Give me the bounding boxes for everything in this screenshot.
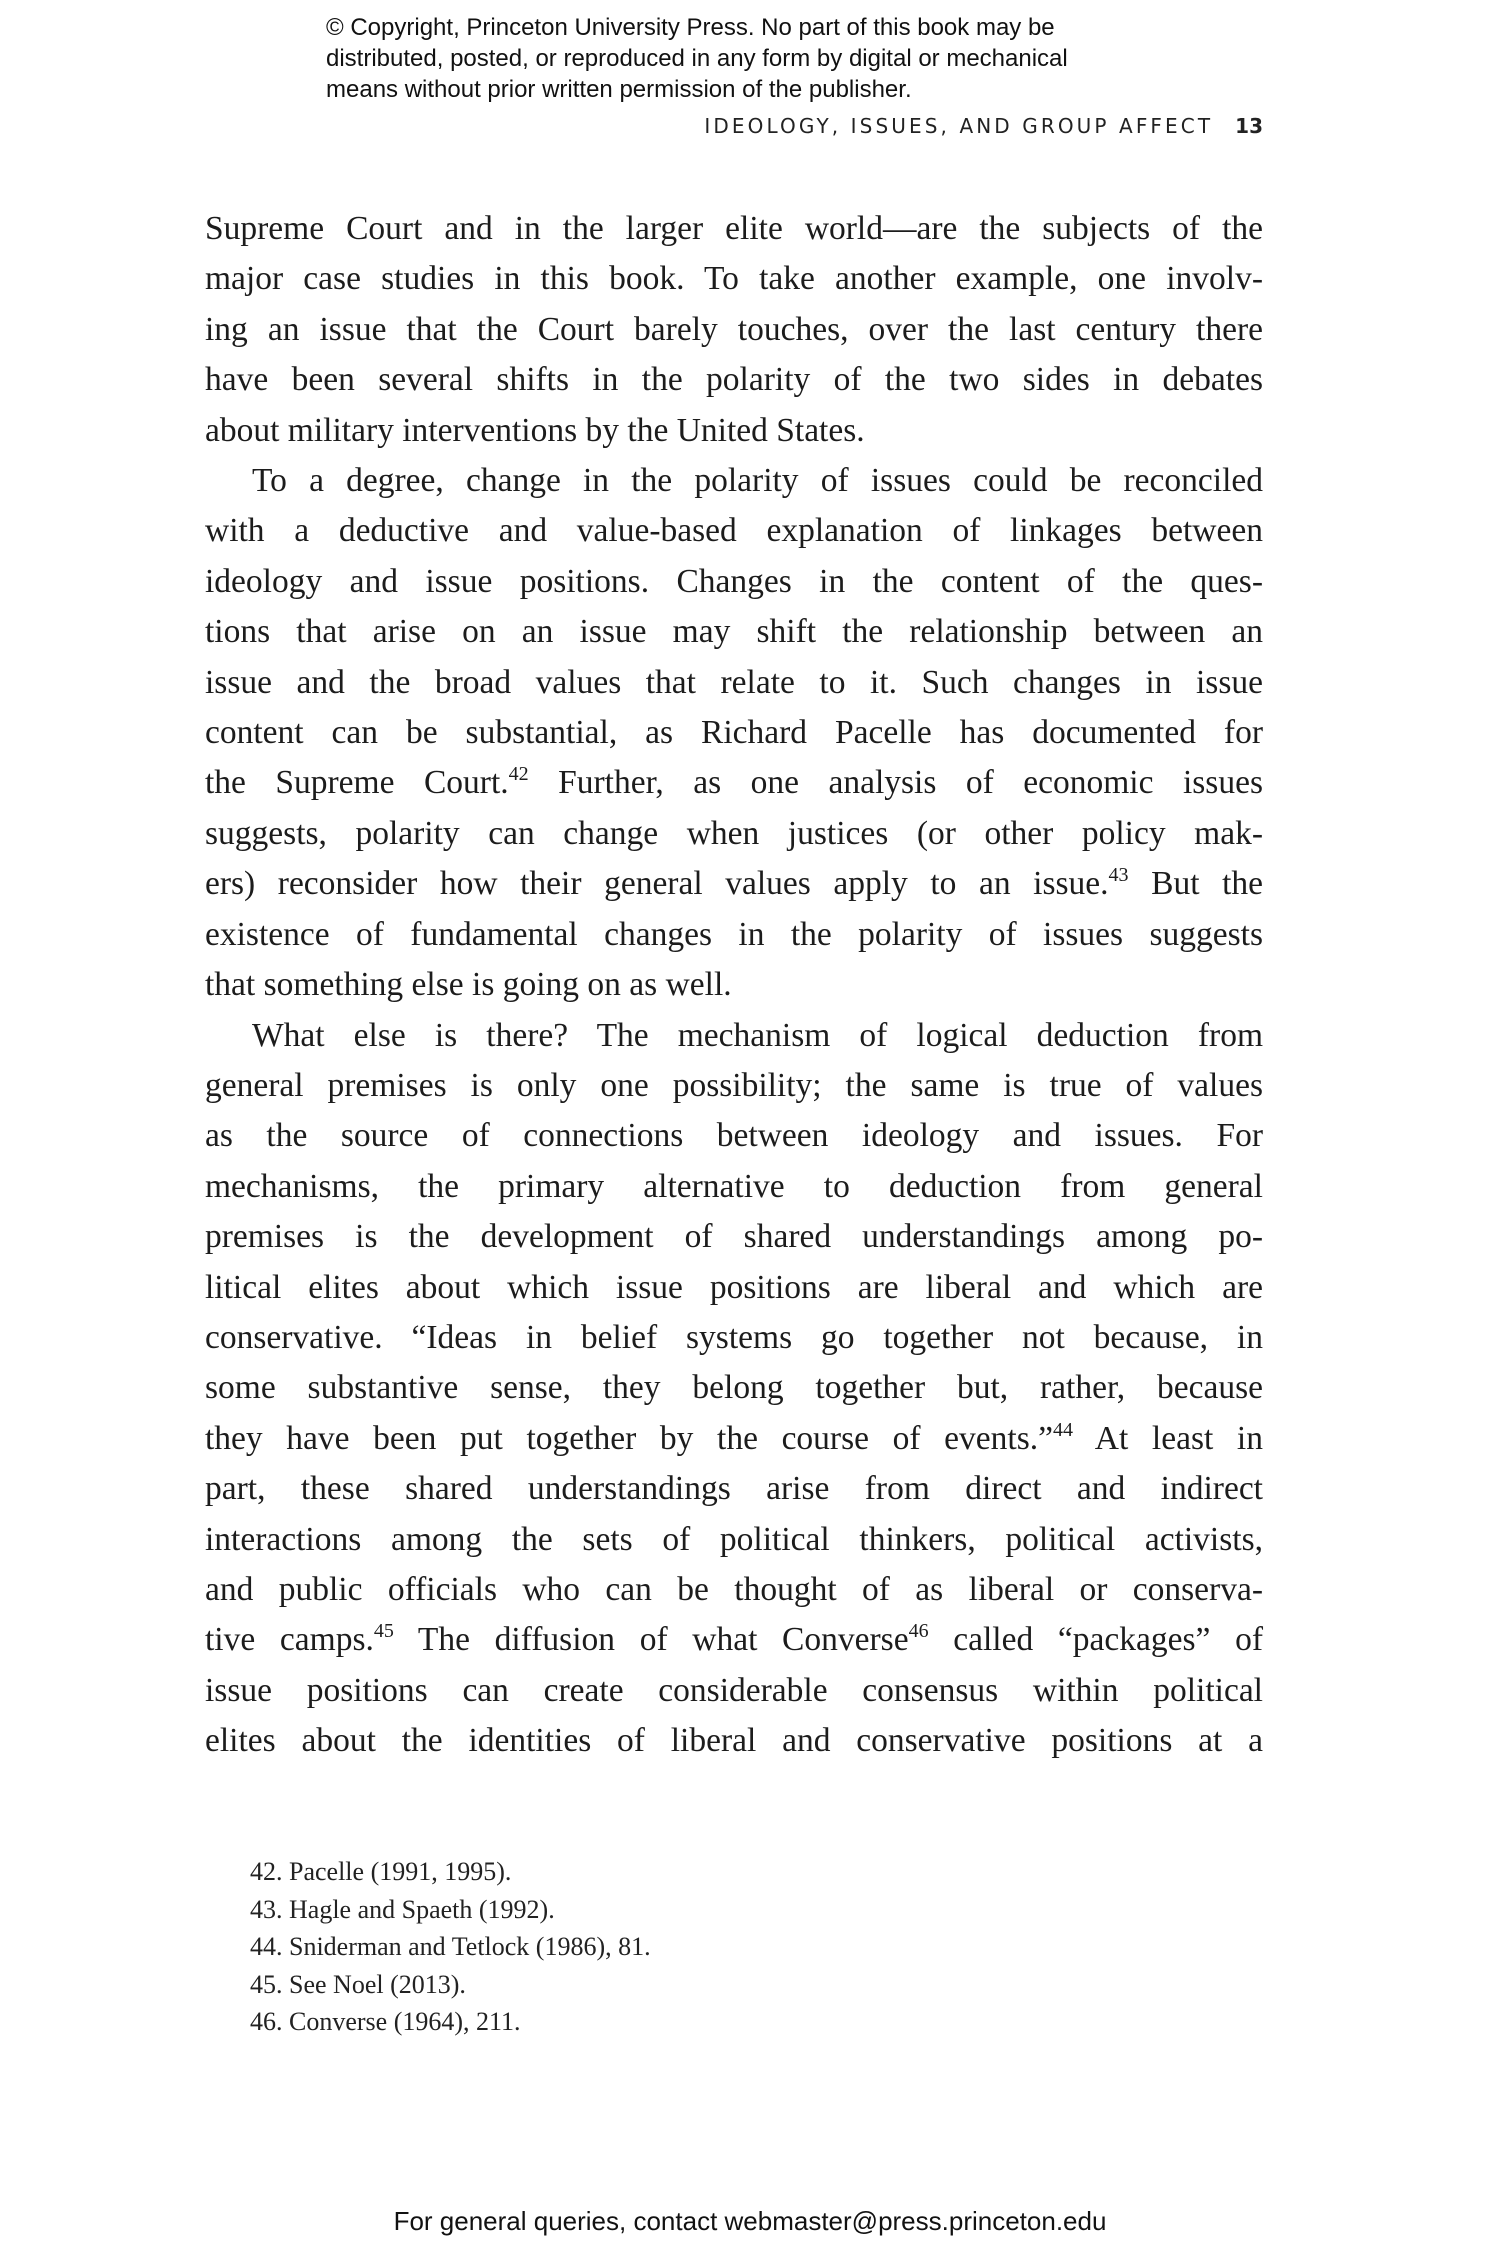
body-line: tions that arise on an issue may shift the relationship between an bbox=[205, 613, 1263, 651]
copyright-line: means without prior written permission of the publisher. bbox=[326, 76, 912, 103]
footnote-44: 44. Sniderman and Tetlock (1986), 81. bbox=[250, 1932, 651, 1961]
footnote-ref-42[interactable]: 42 bbox=[508, 763, 529, 786]
body-line: part, these shared understandings arise from direct and indirect bbox=[205, 1470, 1263, 1508]
body-line: suggests, polarity can change when justices (or other policy mak- bbox=[205, 814, 1263, 852]
body-line: have been several shifts in the polarity of the two sides in debates bbox=[205, 361, 1263, 399]
footer-contact: For general queries, contact webmaster@press.princeton.edu bbox=[393, 2206, 1107, 2236]
body-line: existence of fundamental changes in the polarity of issues suggests bbox=[205, 915, 1263, 953]
body-line: conservative. “Ideas in belief systems go together not because, in bbox=[205, 1318, 1263, 1356]
page-number: 13 bbox=[1235, 114, 1263, 138]
body-line: To a degree, change in the polarity of issues could be reconciled bbox=[252, 462, 1263, 500]
body-line: issue positions can create considerable consensus within political bbox=[205, 1671, 1263, 1709]
copyright-notice bbox=[326, 12, 1206, 105]
body-line: Supreme Court and in the larger elite world—are the subjects of the bbox=[205, 210, 1263, 247]
footnote-43: 43. Hagle and Spaeth (1992). bbox=[250, 1894, 555, 1924]
running-head bbox=[600, 114, 1263, 138]
body-line: they have been put together by the course of events.”$^{44}$ At least in bbox=[205, 1418, 1263, 1457]
body-line: content can be substantial, as Richard Pacelle has documented for bbox=[205, 714, 1263, 752]
copyright-line: © Copyright, Princeton University Press. No part of this book may be bbox=[326, 14, 1055, 41]
body-line: premises is the development of shared understandings among po- bbox=[205, 1218, 1263, 1256]
body-text bbox=[205, 204, 1263, 1767]
body-line: the Supreme Court.$^{42}$ Further, as one analysis of economic issues bbox=[205, 763, 1263, 802]
footnote-46: 46. Converse (1964), 211. bbox=[250, 2007, 521, 2036]
body-line: tive camps.$^{45}$ The diffusion of what Converse$^{46}$ called “packages” of bbox=[205, 1620, 1263, 1659]
body-line: issue and the broad values that relate to it. Such changes in issue bbox=[205, 663, 1263, 701]
body-line: and public officials who can be thought of as liberal or conserva- bbox=[205, 1570, 1263, 1608]
body-line: ers) reconsider how their general values apply to an issue.$^{43}$ But the bbox=[205, 864, 1263, 903]
running-head-title: IDEOLOGY, ISSUES, AND GROUP AFFECT bbox=[704, 114, 1214, 138]
body-line: litical elites about which issue positions are liberal and which are bbox=[205, 1268, 1263, 1306]
body-line: ing an issue that the Court barely touches, over the last century there bbox=[205, 310, 1263, 348]
body-line: some substantive sense, they belong together but, rather, because bbox=[205, 1369, 1263, 1407]
body-line: What else is there? The mechanism of logical deduction from bbox=[252, 1016, 1263, 1054]
body-line: that something else is going on as well. bbox=[205, 966, 732, 1004]
footnote-ref-44[interactable]: 44 bbox=[1053, 1418, 1073, 1441]
body-line: major case studies in this book. To take another example, one involv- bbox=[205, 260, 1263, 298]
body-line: interactions among the sets of political thinkers, political activists, bbox=[205, 1520, 1263, 1558]
footnote-ref-46[interactable]: 46 bbox=[908, 1620, 929, 1643]
body-line: elites about the identities of liberal and conservative positions at a bbox=[205, 1722, 1263, 1760]
body-line: with a deductive and value-based explanation of linkages between bbox=[205, 512, 1263, 550]
body-line: as the source of connections between ideology and issues. For bbox=[205, 1117, 1263, 1155]
footnote-45: 45. See Noel (2013). bbox=[250, 1969, 466, 1999]
body-line: about military interventions by the United States. bbox=[205, 411, 865, 449]
footnote-42: 42. Pacelle (1991, 1995). bbox=[250, 1857, 512, 1886]
copyright-line: distributed, posted, or reproduced in any form by digital or mechanical bbox=[326, 45, 1068, 72]
body-line: general premises is only one possibility; the same is true of values bbox=[205, 1066, 1263, 1104]
body-line: ideology and issue positions. Changes in the content of the ques- bbox=[205, 562, 1263, 600]
footnote-ref-45[interactable]: 45 bbox=[373, 1620, 394, 1643]
footnote-ref-43[interactable]: 43 bbox=[1108, 864, 1129, 887]
footnotes bbox=[250, 1853, 651, 2041]
body-line: mechanisms, the primary alternative to deduction from general bbox=[205, 1167, 1263, 1205]
